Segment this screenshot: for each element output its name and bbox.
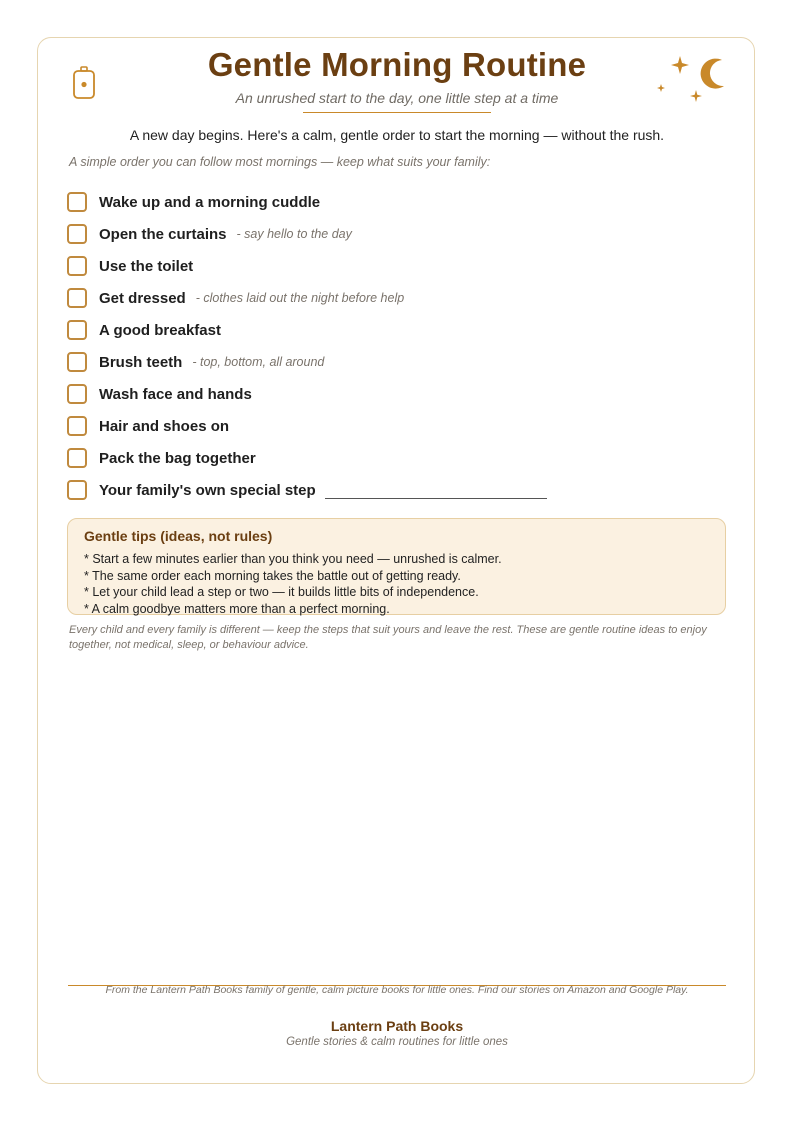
title-divider	[303, 112, 491, 113]
routine-checklist	[67, 186, 747, 506]
step-label: Hair and shoes on	[99, 417, 230, 435]
step-label: Wash face and hands	[99, 385, 252, 403]
checkbox[interactable]	[67, 288, 87, 308]
brand-name: Lantern Path Books	[330, 1018, 464, 1034]
intro-text: A new day begins. Here's a calm, gentle order to start the morning — without the rush.	[129, 127, 665, 143]
page-title: Gentle Morning Routine	[207, 46, 587, 83]
checkbox[interactable]	[67, 224, 87, 244]
step-special[interactable]	[67, 474, 747, 506]
step-note: - top, bottom, all around	[192, 355, 325, 369]
step-label: Brush teeth	[99, 353, 183, 371]
tip-item: * Let your child lead a step or two — it builds little bits of independence.	[84, 585, 479, 599]
step-label: Get dressed	[99, 289, 186, 307]
disclaimer: Every child and every family is different — keep the steps that suit yours and leave the rest. These are gentle routine ideas to enjoy together, not medical, sleep, or behaviour advice.	[69, 624, 707, 651]
checkbox[interactable]	[67, 416, 87, 436]
tips-title: Gentle tips (ideas, not rules)	[84, 528, 273, 544]
tip-item: * The same order each morning takes the battle out of getting ready.	[84, 568, 461, 583]
lead-text: A simple order you can follow most mornings — keep what suits your family:	[69, 155, 491, 169]
step-label: Open the curtains	[99, 225, 227, 243]
step-label: Wake up and a morning cuddle	[99, 193, 321, 211]
step-pack-bag[interactable]	[67, 442, 747, 474]
footer-note: From the Lantern Path Books family of gentle, calm picture books for little ones. Find our stories on Amazon and Google Play.	[105, 984, 689, 996]
step-wash-face[interactable]	[67, 378, 747, 410]
step-wake-up[interactable]	[67, 186, 747, 218]
checkbox[interactable]	[67, 192, 87, 212]
page-subtitle: An unrushed start to the day, one little step at a time	[235, 90, 559, 106]
tip-item: * Start a few minutes earlier than you think you need — unrushed is calmer.	[84, 552, 502, 566]
step-note: - clothes laid out the night before help	[195, 291, 405, 305]
tip-item: * A calm goodbye matters more than a perfect morning.	[84, 601, 390, 616]
step-note: - say hello to the day	[236, 227, 352, 241]
step-hair-shoes[interactable]	[67, 410, 747, 442]
step-brush-teeth[interactable]	[67, 346, 747, 378]
step-open-curtains[interactable]	[67, 218, 747, 250]
step-use-toilet[interactable]	[67, 250, 747, 282]
step-breakfast[interactable]	[67, 314, 747, 346]
write-in-line[interactable]	[325, 486, 547, 499]
step-label: A good breakfast	[99, 321, 221, 339]
tips-box	[67, 518, 726, 615]
checkbox[interactable]	[67, 256, 87, 276]
checkbox[interactable]	[67, 352, 87, 372]
step-label: Pack the bag together	[99, 449, 256, 467]
step-label: Your family's own special step	[99, 481, 316, 499]
checkbox[interactable]	[67, 384, 87, 404]
brand-tagline: Gentle stories & calm routines for little ones	[286, 1036, 508, 1048]
checkbox[interactable]	[67, 480, 87, 500]
step-label: Use the toilet	[99, 257, 194, 275]
checkbox[interactable]	[67, 320, 87, 340]
checkbox[interactable]	[67, 448, 87, 468]
step-get-dressed[interactable]	[67, 282, 747, 314]
